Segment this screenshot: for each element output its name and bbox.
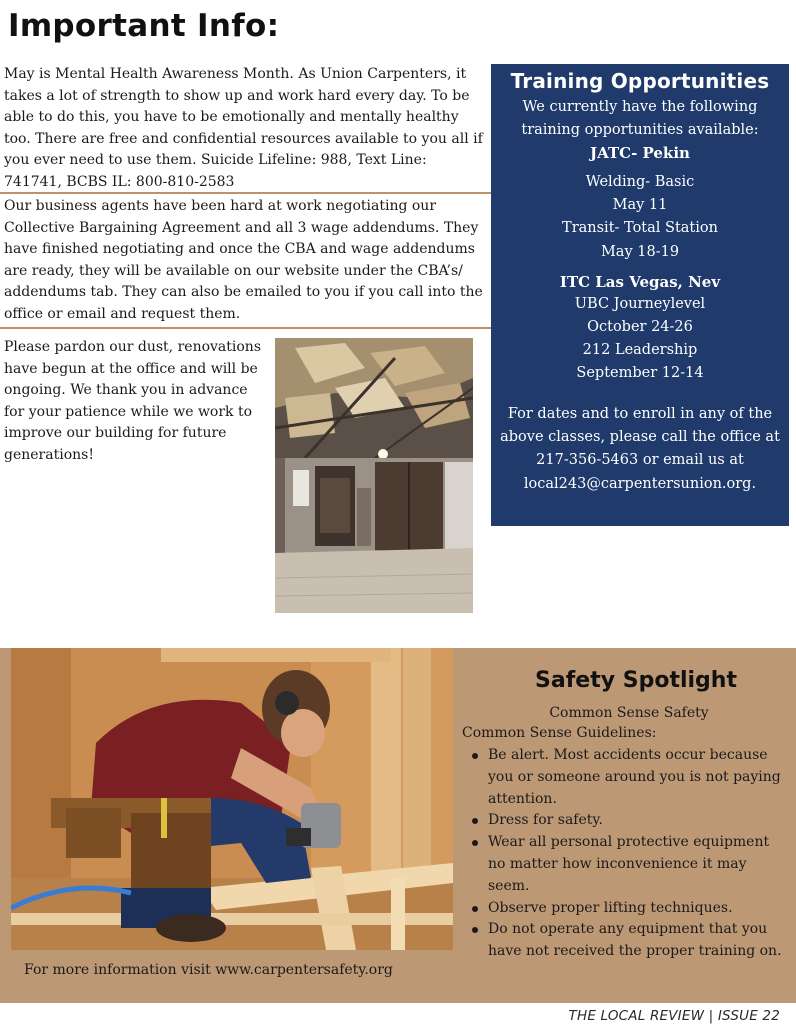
list-item: Observe proper lifting techniques. <box>460 898 792 920</box>
training-location-itc: ITC Las Vegas, Nev <box>559 272 721 291</box>
list-item: Be alert. Most accidents occur because you or someone around you is not paying attention. <box>460 745 792 810</box>
training-line: 212 Leadership <box>582 342 698 359</box>
safety-list <box>460 745 792 963</box>
list-item: Do not operate any equipment that you have not received the proper training on. <box>460 919 792 963</box>
page-title: Important Info: <box>8 8 280 44</box>
section-divider <box>0 327 491 329</box>
list-item: Dress for safety. <box>460 810 792 832</box>
safety-spotlight <box>460 668 792 963</box>
section-divider <box>0 192 491 194</box>
training-line: UBC Journeylevel <box>574 295 706 312</box>
training-location-jatc: JATC- Pekin <box>590 144 690 162</box>
safety-title: Safety Spotlight <box>535 668 737 693</box>
more-info-link: For more information visit www.carpentersafety.org <box>24 962 393 978</box>
training-line: May 18-19 <box>600 243 680 260</box>
training-line: Welding- Basic <box>585 174 695 190</box>
issue-footer: THE LOCAL REVIEW | ISSUE 22 <box>568 1008 780 1024</box>
training-line: September 12-14 <box>576 365 704 382</box>
safety-guidelines-label: Common Sense Guidelines: <box>462 725 657 741</box>
training-enroll-info: For dates and to enroll in any of the above classes, please call the office at 217-356-5463 or email us at local243@carpentersunion.org. <box>500 405 780 492</box>
list-item: Wear all personal protective equipment no matter how inconvenience it may seem. <box>460 832 792 897</box>
cba-paragraph: Our business agents have been hard at work negotiating our Collective Bargaining Agreement and all 3 wage addendums. They have finished negotiating and once the CBA and wage addendums are ready, they will be available on our website under the CBA’s/ addendums tab. They can also be emailed to you if you call into the office or email and request them. <box>4 198 483 322</box>
training-title: Training Opportunities <box>510 69 770 93</box>
mental-health-paragraph: May is Mental Health Awareness Month. As Union Carpenters, it takes a lot of strength to show up and work hard every day. To be able to do this, you have to be emotionally and mentally healthy too. There are free and confidential resources available to you all if you ever need to use them. Suicide Lifeline: 988, Text Line: 741741, BCBS IL: 800-810-2583 <box>4 66 483 190</box>
training-line: October 24-26 <box>587 319 693 336</box>
training-intro: We currently have the following training opportunities available: <box>521 99 759 138</box>
training-opportunities-panel <box>491 64 789 526</box>
safety-subtitle: Common Sense Safety <box>549 705 709 721</box>
training-line: Transit- Total Station <box>562 220 718 237</box>
carpenter-photo <box>11 648 453 950</box>
renovation-photo <box>275 338 473 613</box>
training-line: May 11 <box>612 197 668 214</box>
renovation-paragraph: Please pardon our dust, renovations have begun at the office and will be ongoing. We thank you in advance for your patience while we work to improve our building for future generations! <box>4 339 261 463</box>
